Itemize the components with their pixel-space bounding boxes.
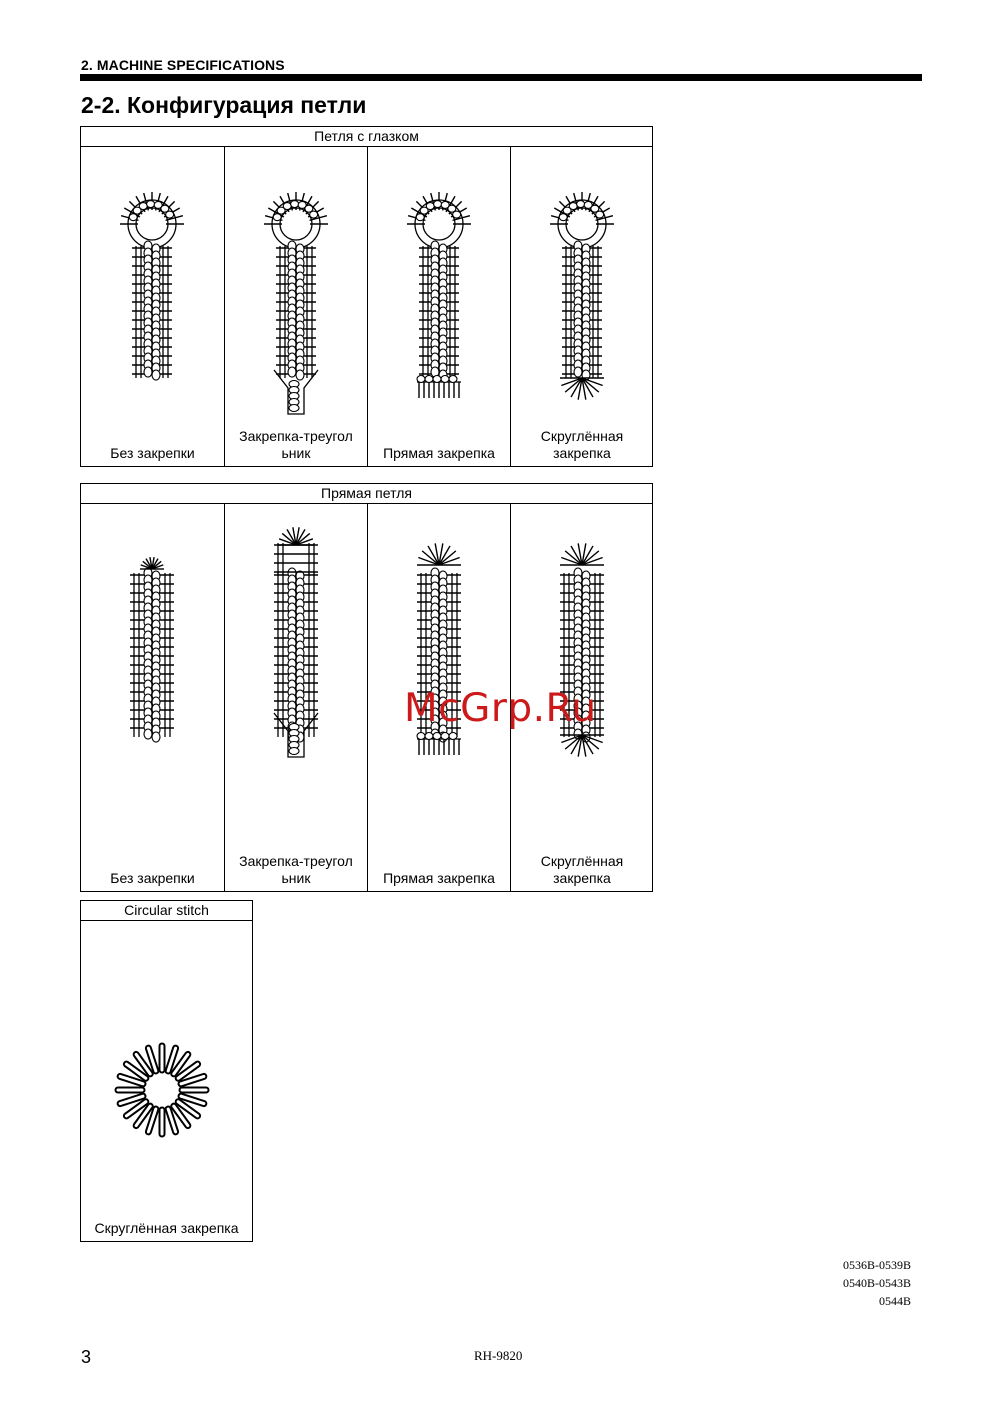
cell-caption: Скруглённая закрепка <box>540 853 624 886</box>
straight-taper-bartack-cell <box>224 503 367 891</box>
eyelet-round-bartack-diagram <box>511 146 653 446</box>
section-label: 2. MACHINE SPECIFICATIONS <box>81 57 285 73</box>
model-number: RH-9820 <box>474 1348 523 1363</box>
page-title: 2-2. Конфигурация петли <box>81 92 367 118</box>
circular-stitch-cell <box>81 920 252 1241</box>
panel-heading: Circular stitch <box>81 901 252 921</box>
figure-code: 0540B-0543B <box>842 1276 911 1290</box>
eyelet-no-bartack-diagram <box>81 146 224 446</box>
panel-heading: Петля с глазком <box>81 127 652 147</box>
eyelet-buttonhole-panel <box>80 126 653 467</box>
eyelet-round-bartack-cell <box>510 146 652 466</box>
cell-caption: Без закрепки <box>110 445 195 461</box>
cell-caption: Закрепка-треугол ьник <box>239 428 353 461</box>
cell-caption: Без закрепки <box>110 870 195 886</box>
straight-no-bartack-diagram <box>81 503 224 873</box>
cell-caption: Скруглённая закрепка <box>94 1220 239 1236</box>
eyelet-straight-bartack-cell <box>367 146 510 466</box>
figure-code: 0536B-0539B <box>842 1258 911 1272</box>
eyelet-straight-bartack-diagram <box>368 146 511 446</box>
eyelet-taper-bartack-cell <box>224 146 367 466</box>
cell-caption: Скруглённая закрепка <box>540 428 624 461</box>
figure-code: 0544B <box>878 1294 911 1308</box>
page-number: 3 <box>81 1347 92 1367</box>
panel-heading: Прямая петля <box>81 484 652 504</box>
figure-codes <box>843 1256 911 1310</box>
circular-stitch-panel <box>80 900 253 1242</box>
cell-caption: Закрепка-треугол ьник <box>239 853 353 886</box>
cell-caption: Прямая закрепка <box>383 870 495 886</box>
circular-stitch-diagram <box>81 920 252 1220</box>
straight-no-bartack-cell <box>81 503 224 891</box>
header-rule <box>80 74 922 81</box>
cell-caption: Прямая закрепка <box>383 445 495 461</box>
eyelet-no-bartack-cell <box>81 146 224 466</box>
straight-taper-bartack-diagram <box>225 503 368 873</box>
eyelet-taper-bartack-diagram <box>225 146 368 446</box>
watermark: McGrp.Ru <box>404 686 597 731</box>
